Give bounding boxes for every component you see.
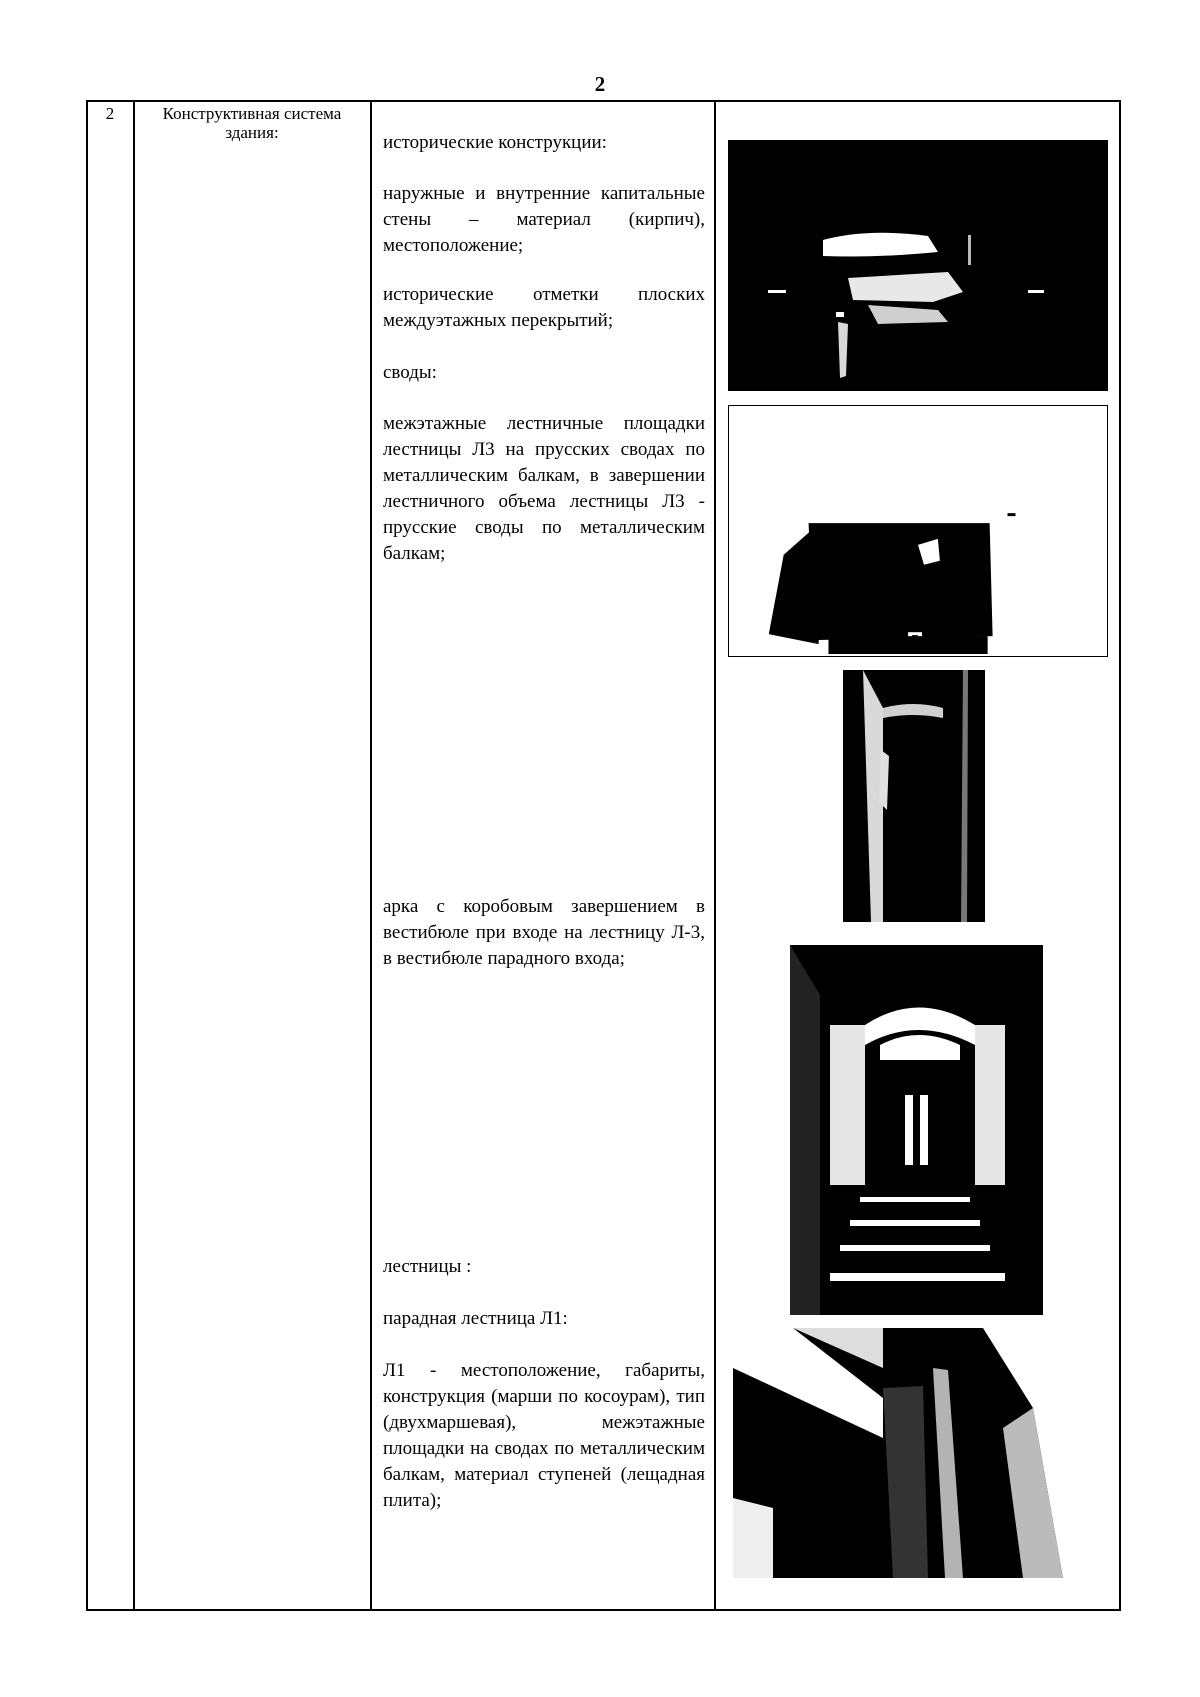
paragraph-main-stair: парадная лестница Л1: <box>383 1308 568 1329</box>
column-divider-3 <box>714 100 716 1611</box>
paragraph-arch: арка с коробовым завершением в вестибюле при входе на лестницу Л-3, в вестибюле парадного входа; <box>383 896 705 969</box>
paragraph-floor-levels: исторические отметки плоских междуэтажных перекрытий; <box>383 284 705 331</box>
corridor-doorway-photo <box>843 670 985 922</box>
paragraph-vaults: своды: <box>383 362 437 383</box>
row-number: 2 <box>105 104 115 123</box>
page-number: 2 <box>594 72 606 96</box>
paragraph-historic-structures: исторические конструкции: <box>383 132 607 153</box>
table-right-border <box>1119 100 1121 1611</box>
paragraph-walls: наружные и внутренние капитальные стены – материал (кирпич), местоположение; <box>383 183 705 256</box>
ceiling-vault-photo <box>728 140 1108 391</box>
table-left-border <box>86 100 88 1611</box>
table-bottom-border <box>86 1609 1121 1611</box>
column-divider-1 <box>133 100 135 1611</box>
stair-landing-vault-photo <box>728 405 1108 657</box>
table-top-border <box>86 100 1121 102</box>
vestibule-arch-photo <box>790 935 1043 1315</box>
paragraph-stairs: лестницы : <box>383 1256 472 1277</box>
row-title: Конструктивная система здания: <box>162 104 342 142</box>
staircase-l1-photo <box>733 1328 1105 1578</box>
paragraph-stair-l1: Л1 - местоположение, габариты, конструкция (марши по косоурам), тип (двухмаршевая), межэтажные площадки на сводах по металлическим балкам, материал ступеней (лещадная плита); <box>383 1360 705 1511</box>
paragraph-stair-landings: межэтажные лестничные площадки лестницы Л3 на прусских сводах по металлическим балкам, в завершении лестничного объема лестницы Л3 - прусские своды по металлическим балкам; <box>383 413 705 564</box>
column-divider-2 <box>370 100 372 1611</box>
